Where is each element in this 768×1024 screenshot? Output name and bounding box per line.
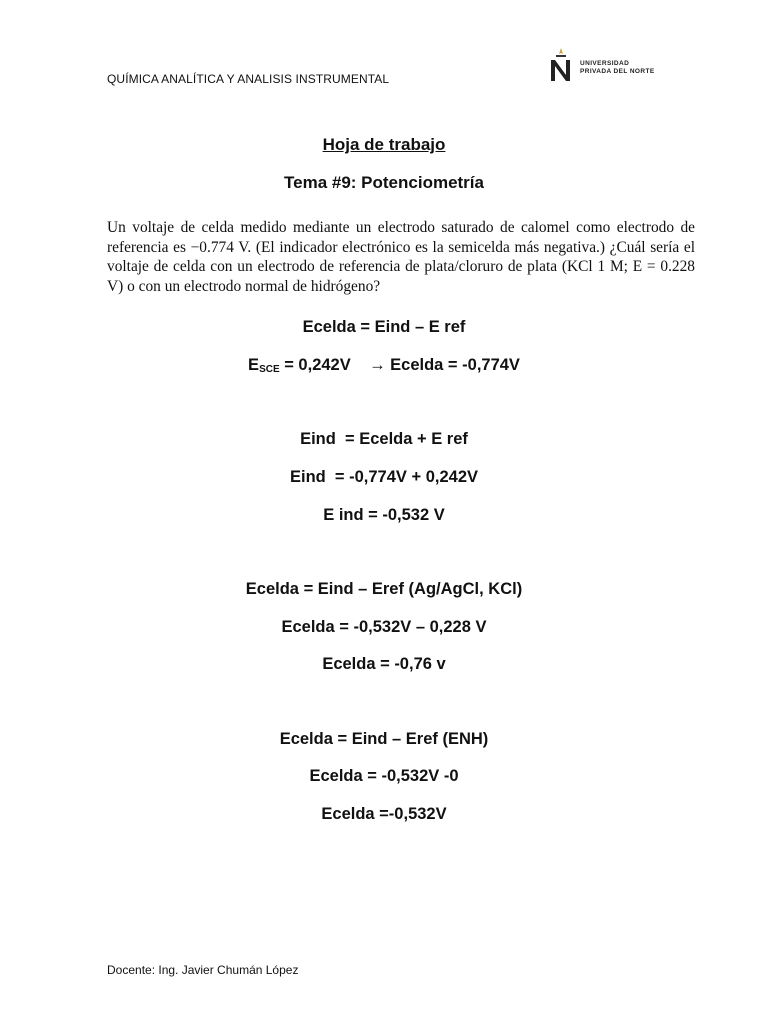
teacher-footer: Docente: Ing. Javier Chumán López — [107, 963, 299, 977]
course-header: QUÍMICA ANALÍTICA Y ANALISIS INSTRUMENTAL — [107, 72, 390, 86]
equation-cell-formula: Ecelda = Eind – E ref — [302, 318, 466, 336]
equation-agcl-substitution: Ecelda = -0,532V – 0,228 V — [281, 618, 487, 636]
equation-esce-value — [0, 356, 768, 375]
problem-statement: Un voltaje de celda medido mediante un electrodo saturado de calomel como electrodo de referencia es −0.774 V. (El indicador electrónico es la semicelda más negativa.) ¿Cuál sería el voltaje de celda con un electrodo de referencia de plata/cloruro de plata (KCl 1 M; E = 0.228 V) o con un electrodo normal de hidrógeno? — [107, 219, 695, 295]
arrow-right-icon: → — [369, 356, 386, 374]
equation-eind-substitution: Eind = -0,774V + 0,242V — [289, 468, 479, 486]
page-subtitle: Tema #9: Potenciometría — [284, 173, 484, 192]
university-logo — [548, 48, 655, 82]
equation-enh-result: Ecelda =-0,532V — [321, 805, 447, 823]
page-title: Hoja de trabajo — [322, 135, 446, 154]
equation-agcl-result: Ecelda = -0,76 v — [322, 655, 446, 673]
equation-enh-formula: Ecelda = Eind – Eref (ENH) — [279, 730, 489, 748]
equation-agcl-formula: Ecelda = Eind – Eref (Ag/AgCl, KCl) — [245, 580, 523, 598]
esce-symbol: E — [248, 356, 260, 374]
logo-text — [580, 60, 655, 76]
equation-eind-formula: Eind = Ecelda + E ref — [300, 430, 468, 448]
esce-value: = 0,242V — [279, 356, 370, 374]
logo-line-2: PRIVADA DEL NORTE — [580, 68, 655, 75]
equation-enh-substitution: Ecelda = -0,532V -0 — [309, 767, 459, 785]
equation-eind-result: E ind = -0,532 V — [323, 506, 445, 524]
logo-line-1: UNIVERSIDAD — [580, 60, 630, 67]
upn-n-logo-icon — [548, 48, 574, 82]
ecelda-measured: Ecelda = -0,774V — [385, 356, 520, 374]
esce-subscript: SCE — [259, 364, 280, 375]
